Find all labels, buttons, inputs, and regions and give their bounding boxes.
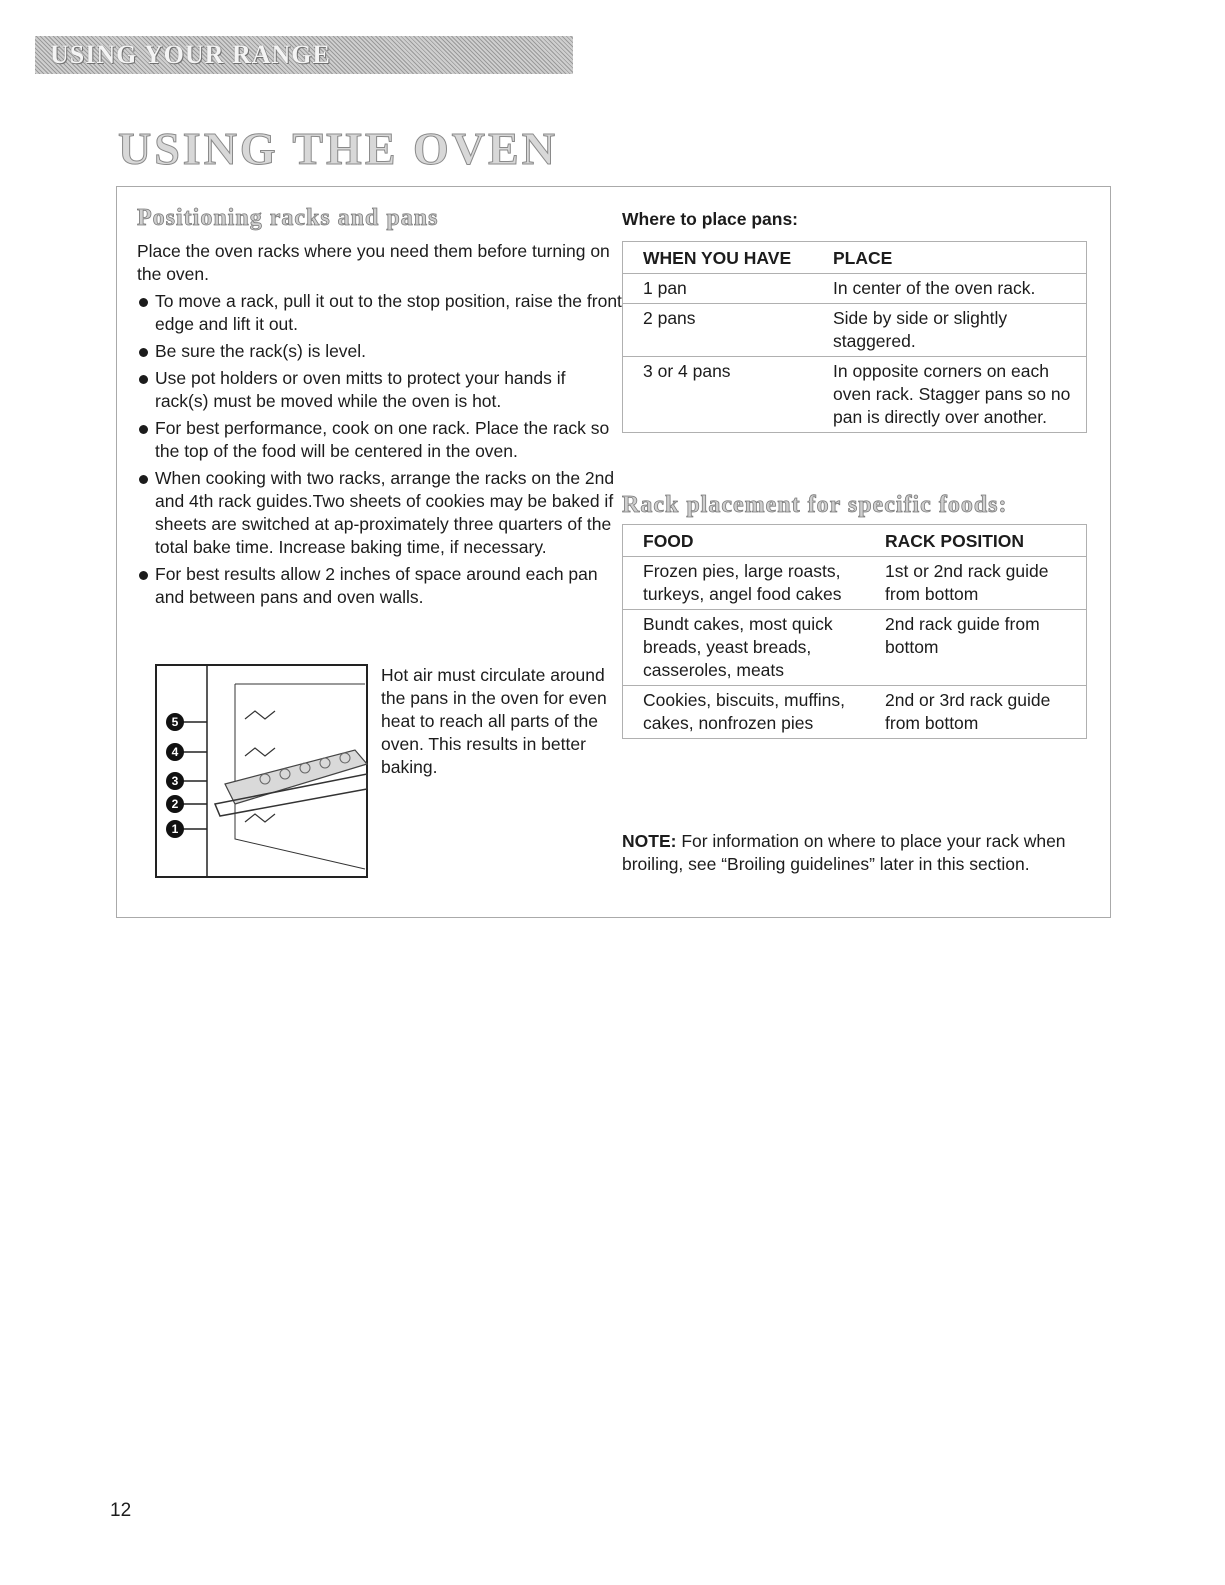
bullet-text: Use pot holders or oven mitts to protect your hands if rack(s) must be moved while the oven is hot. [155, 368, 566, 411]
bullet-text: To move a rack, pull it out to the stop position, raise the front edge and lift it out. [155, 291, 622, 334]
bullet-item [137, 417, 622, 463]
positioning-intro: Place the oven racks where you need them before turning on the oven. [137, 241, 610, 284]
bullet-dot-icon [139, 298, 148, 307]
bullet-text: Be sure the rack(s) is level. [155, 341, 367, 361]
page-number: 12 [110, 1500, 132, 1521]
page-title: USING THE OVEN [118, 123, 558, 174]
table-row [623, 304, 1087, 357]
bullet-dot-icon [139, 348, 148, 357]
table-cell: Cookies, biscuits, muffins, cakes, nonfrozen pies [623, 686, 866, 739]
rack-position-label: 1 [171, 822, 179, 836]
bullet-item [137, 563, 622, 609]
where-to-place-title: Where to place pans: [622, 209, 799, 229]
table-row [623, 686, 1087, 739]
rack-placement-title: Rack placement for specific foods: [622, 492, 1008, 518]
rack-guide-5 [245, 711, 275, 719]
table-cell: 2nd rack guide from bottom [865, 610, 1087, 686]
table-row [623, 274, 1087, 304]
bullet-item [137, 290, 622, 336]
bullet-text: When cooking with two racks, arrange the racks on the 2nd and 4th rack guides.Two sheets of cookies may be baked if sheets are switched at ap-proximately three quarters of the total bake time. Increase baking time, if necessary. [155, 468, 615, 557]
table-cell: Frozen pies, large roasts, turkeys, angel food cakes [623, 557, 866, 610]
table-cell: Bundt cakes, most quick breads, yeast breads, casseroles, meats [623, 610, 866, 686]
diagram-caption: Hot air must circulate around the pans in the oven for even heat to reach all parts of the oven. This results in better baking. [381, 665, 607, 777]
rack-guide-1 [245, 814, 275, 822]
rack-placement-table [622, 524, 1087, 739]
rack-position-label: 5 [171, 715, 179, 729]
bullet-item [137, 467, 622, 559]
table-cell: 1 pan [623, 274, 824, 304]
bullet-item [137, 367, 622, 413]
rack-position-label: 4 [171, 745, 179, 759]
note-paragraph [622, 830, 1092, 876]
table-cell: 3 or 4 pans [623, 357, 824, 433]
table-cell: Side by side or slightly staggered. [823, 304, 1087, 357]
table-cell: In opposite corners on each oven rack. Stagger pans so no pan is directly over another. [823, 357, 1087, 433]
bullet-dot-icon [139, 425, 148, 434]
column-header: WHEN YOU HAVE [623, 242, 824, 274]
table-header-row [623, 525, 1087, 557]
bullet-dot-icon [139, 475, 148, 484]
where-to-place-table [622, 241, 1087, 433]
bullet-text: For best performance, cook on one rack. Place the rack so the top of the food will be centered in the oven. [155, 418, 610, 461]
bullet-text: For best results allow 2 inches of space around each pan and between pans and oven walls. [155, 564, 598, 607]
table-cell: In center of the oven rack. [823, 274, 1087, 304]
rack-position-label: 3 [171, 774, 179, 788]
table-row [623, 557, 1087, 610]
column-header: FOOD [623, 525, 866, 557]
baking-sheet [225, 750, 367, 804]
bullet-dot-icon [139, 375, 148, 384]
positioning-section-title: Positioning racks and pans [137, 205, 439, 231]
note-text: For information on where to place your rack when broiling, see “Broiling guidelines” later in this section. [622, 831, 1066, 874]
note-label: NOTE: [622, 831, 677, 851]
table-header-row [623, 242, 1087, 274]
table-row [623, 357, 1087, 433]
rack-guide-4 [245, 748, 275, 756]
header-band-label: USING YOUR RANGE [50, 40, 331, 69]
bullet-item [137, 340, 622, 363]
oven-rack-diagram [155, 664, 368, 878]
positioning-body [137, 240, 622, 613]
table-cell: 1st or 2nd rack guide from bottom [865, 557, 1087, 610]
table-cell: 2nd or 3rd rack guide from bottom [865, 686, 1087, 739]
rack-position-label: 2 [171, 797, 179, 811]
column-header: RACK POSITION [865, 525, 1087, 557]
bullet-dot-icon [139, 571, 148, 580]
table-row [623, 610, 1087, 686]
column-header: PLACE [823, 242, 1087, 274]
table-cell: 2 pans [623, 304, 824, 357]
